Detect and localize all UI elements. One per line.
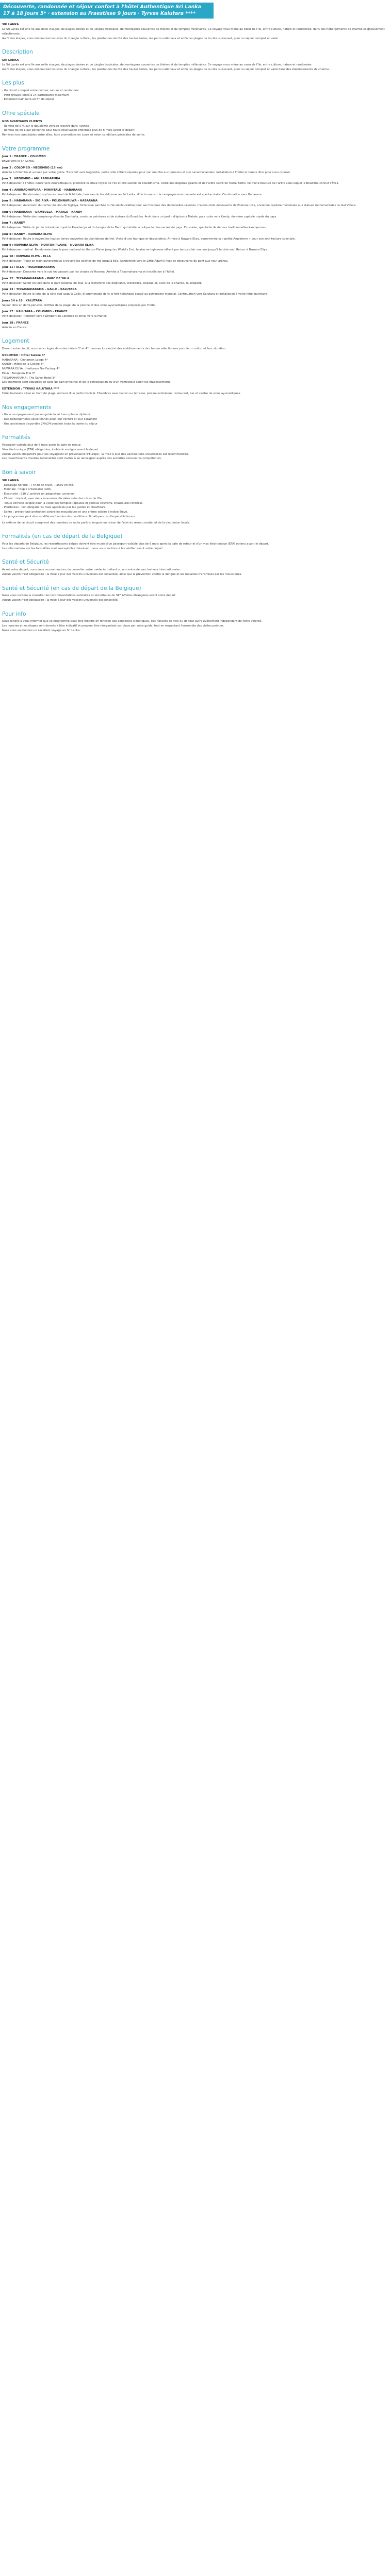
text-line: Petit-déjeuner. Route à travers les hautes terres couvertes de plantations de thé. Visite d'une fabrique et dégustation. Arrivée à Nuwara Eliya, surnommée la « petite Angleterre » pour son architecture coloniale. bbox=[2, 237, 296, 241]
section bbox=[2, 23, 389, 41]
section-title: Les plus bbox=[2, 80, 24, 87]
text-line: Petit-déjeuner. Trajet en train panoramique à travers les collines de thé jusqu'à Ella. Randonnée vers le Little Adam's Peak et découverte du pont aux neuf arches. bbox=[2, 259, 229, 263]
text-line: Aucun vaccin obligatoire pour les voyageurs en provenance d'Europe ; la mise à jour des vaccinations universelles est recommandée. bbox=[2, 452, 189, 456]
subheading: Jour 18 : FRANCE bbox=[2, 321, 29, 325]
text-line: - Décalage horaire : +4h30 en hiver, +3h30 en été. bbox=[2, 483, 74, 487]
section-title: Santé et Sécurité bbox=[2, 559, 49, 566]
text-line: Au fil des étapes, vous découvrirez les sites du triangle culturel, les plantations de thé des hautes terres, les parcs nationaux et enfin les plages de la côte sud-ouest, pour un séjour complet et varié dans des établissements de charme. bbox=[2, 67, 330, 71]
text-line: - Un circuit complet entre culture, nature et randonnée bbox=[2, 89, 79, 92]
section bbox=[2, 611, 389, 633]
text-line: ELLA : Bungalow Ella 3* bbox=[2, 371, 36, 375]
subheading: Jour 11 : ELLA – TISSAMAHARAMA bbox=[2, 266, 55, 269]
text-line: Aucun vaccin n'est obligatoire ; la mise à jour des vaccins universels est conseillée, ainsi que la prévention contre la dengue et les maladies transmises par les moustiques. bbox=[2, 572, 242, 576]
subheading: SRI LANKA bbox=[2, 479, 19, 482]
subheading: Jour 8 : KANDY – NUWARA ELIYA bbox=[2, 232, 52, 236]
text-line: Petit-déjeuner. Randonnée jusqu'au sommet de Mihintale, berceau du bouddhisme au Sri Lanka, d'où la vue sur la campagne environnante est spectaculaire. Continuation vers Habarana. bbox=[2, 193, 263, 196]
text-line: Petit-déjeuner. Visite du jardin botanique royal de Peradeniya et du temple de la Dent, qui abrite la relique la plus sacrée du pays. En soirée, spectacle de danses traditionnelles kandyennes. bbox=[2, 226, 267, 230]
section-title: Santé et Sécurité (en cas de départ de la Belgique) bbox=[2, 585, 141, 591]
subheading: Jour 1 : FRANCE – COLOMBO bbox=[2, 155, 46, 159]
text-line: - Tenue correcte exigée pour la visite des temples (épaules et genoux couverts, chaussures retirées). bbox=[2, 501, 143, 505]
text-line: Le Sri Lanka est une île aux mille visages, de plages dorées et de jungles tropicales, de montagnes couvertes de théiers et de temples millénaires. Ce voyage vous mène au cœur de l'île, entre culture, nature et randonnée. bbox=[2, 63, 313, 66]
text-line: - Petit groupe limité à 14 participants maximum bbox=[2, 93, 69, 97]
text-line: Remises non cumulables entre elles, hors promotions en cours et selon conditions générales de vente. bbox=[2, 133, 145, 137]
text-line: Durant votre circuit, vous serez logés dans des hôtels 3* et 4* (normes locales) et des établissements de charme sélectionnés pour leur confort et leur situation. bbox=[2, 347, 226, 351]
text-line: KANDY : Hôtel de la Colline 4* bbox=[2, 363, 44, 366]
text-line: Petit-déjeuner. Ascension du rocher du Lion de Sigiriya, forteresse perchée du Ve siècle célèbre pour ses fresques des demoiselles célestes. L'après-midi, découverte de Polonnaruwa, ancienne capitale médiévale aux statues monumentales du Gal Vihara. bbox=[2, 204, 357, 208]
text-line: Petit-déjeuner. Visite des temples-grottes de Dambulla, ornés de peintures et de statues du Bouddha. Arrêt dans un jardin d'épices à Matale, puis route vers Kandy, dernière capitale royale du pays. bbox=[2, 215, 278, 218]
subheading: Jours 14 à 16 : KALUTARA bbox=[2, 299, 42, 302]
text-line: Le rythme de ce circuit comprend des journées de route parfois longues en raison de l'état du réseau routier et de la circulation locale. bbox=[2, 521, 190, 524]
text-line: Petit-déjeuner. Transfert vers l'aéroport de Colombo et envol vers la France. bbox=[2, 315, 108, 318]
subheading: Jour 12 : TISSAMAHARAMA – PARC DE YALA bbox=[2, 277, 70, 280]
text-line: Hôtel balnéaire situé en bord de plage, entouré d'un jardin tropical. Chambres avec balcon ou terrasse, piscine extérieure, restaurant, bar et centre de soins ayurvédiques. bbox=[2, 392, 241, 395]
text-line: - Monnaie : roupie srilankaise (LKR). bbox=[2, 488, 53, 492]
subheading: NEGOMBO : Hôtel Suisse 4* bbox=[2, 353, 45, 357]
section bbox=[2, 80, 389, 102]
text-line: Visa électronique (ETA) obligatoire, à obtenir en ligne avant le départ. bbox=[2, 448, 100, 451]
text-line: Arrivée à Colombo et accueil par votre guide. Transfert vers Negombo, petite ville côtière réputée pour son marché aux poissons et son canal hollandais. Installation à l'hôtel et temps libre pour vous reposer. bbox=[2, 171, 291, 174]
section-title: Description bbox=[2, 49, 33, 56]
text-line: - Climat : tropical, avec deux moussons décalées selon les côtes de l'île. bbox=[2, 497, 103, 500]
section-title: Bon à savoir bbox=[2, 469, 36, 476]
section bbox=[2, 110, 389, 138]
text-line: - Des hébergements sélectionnés pour leur confort et leur caractère bbox=[2, 417, 97, 421]
text-line: Aucun vaccin n'est obligatoire ; la mise à jour des vaccins universels est conseillée. bbox=[2, 598, 119, 602]
section-title: Logement bbox=[2, 338, 29, 345]
section bbox=[2, 404, 389, 427]
text-line: - Remise de 50 € par personne pour toute réservation effectuée plus de 6 mois avant le départ bbox=[2, 129, 135, 132]
text-line: Arrivée en France. bbox=[2, 326, 28, 329]
section-title: Formalités bbox=[2, 434, 30, 441]
subheading: Jour 17 : KALUTARA – COLOMBO – FRANCE bbox=[2, 310, 68, 314]
section bbox=[2, 533, 389, 551]
text-line: - Le programme peut être modifié en fonction des conditions climatiques ou d'impératifs locaux. bbox=[2, 515, 137, 518]
subheading: Jour 2 : COLOMBO – NEGOMBO (15 km) bbox=[2, 166, 63, 170]
text-line: - Santé : prévoir une protection contre les moustiques et une crème solaire à indice élevé. bbox=[2, 511, 128, 514]
section-title: Formalités (en cas de départ de la Belgique) bbox=[2, 533, 123, 540]
text-line: Petit-déjeuner. Route le long de la côte sud jusqu'à Galle, et promenade dans le fort hollandais classé au patrimoine mondial. Continuation vers Kalutara et installation à votre hôtel balnéaire. bbox=[2, 293, 268, 296]
text-line: Passeport valable plus de 6 mois après la date de retour. bbox=[2, 444, 82, 447]
text-line: Au fil des étapes, vous découvrirez les sites du triangle culturel, les plantations de thé des hautes terres, les parcs nationaux et enfin les plages de la côte sud-ouest, pour un séjour complet et varié. bbox=[2, 37, 279, 40]
text-line: Pour les départs de Belgique, les ressortissants belges doivent être munis d'un passeport valable plus de 6 mois après la date de retour et d'un visa électronique (ETA) obtenu avant le départ. bbox=[2, 542, 269, 546]
subheading: NOS AVANTAGES CLIENTS bbox=[2, 120, 42, 123]
text-line: HABARANA : Cinnamon Lodge 4* bbox=[2, 358, 48, 362]
text-line: Les informations sur les formalités sont susceptibles d'évoluer : nous vous invitons à les vérifier avant votre départ. bbox=[2, 547, 164, 550]
text-line: - Une assistance disponible 24h/24 pendant toute la durée du séjour bbox=[2, 422, 98, 426]
text-line: Le Sri Lanka est une île aux mille visages, de plages dorées et de jungles tropicales, de montagnes couvertes de théiers et de temples millénaires. Ce voyage vous mène au cœur de l'île, entre culture, nature et randonnée, dans des hébergements de charme soigneusement sélectionnés. bbox=[2, 28, 386, 36]
text-line: Les horaires et les étapes sont donnés à titre indicatif et peuvent être réorganisés sur place par votre guide, tout en respectant l'ensemble des visites prévues. bbox=[2, 624, 225, 628]
text-line: Petit-déjeuner matinal. Randonnée dans le parc national de Horton Plains jusqu'au World's End, falaise vertigineuse offrant par temps clair une vue jusqu'à la côte sud. Retour à Nuwara Eliya. bbox=[2, 248, 268, 252]
page bbox=[0, 0, 391, 652]
section bbox=[2, 585, 389, 603]
subheading: Jour 5 : HABARANA – SIGIRIYA – POLONNARUWA – HABARANA bbox=[2, 199, 98, 203]
section bbox=[2, 338, 389, 396]
section-title: Pour info bbox=[2, 611, 26, 617]
text-line: NUWARA ELIYA : Heritance Tea Factory 4* bbox=[2, 367, 60, 371]
text-line: Nous vous invitons à consulter les recommandations sanitaires et sécuritaires du SPF Affaires étrangères avant votre départ. bbox=[2, 594, 176, 598]
text-line: Envol vers le Sri Lanka. bbox=[2, 160, 35, 163]
text-line: Nous vous souhaitons un excellent voyage au Sri Lanka. bbox=[2, 629, 80, 632]
subheading: Jour 6 : HABARANA – DAMBULLA – MATALE – KANDY bbox=[2, 210, 83, 214]
offer-title-banner: Découverte, randonnée et séjour confort à l'hôtel Authentique Sri Lanka 17 à 18 jours 5* · extension au Fraestisse 9 jours · Tyrvas Kalutara **** bbox=[0, 3, 214, 19]
sections-container bbox=[2, 23, 389, 633]
subheading: Jour 10 : NUWARA ELIYA – ELLA bbox=[2, 255, 51, 258]
section-title: Nos engagements bbox=[2, 404, 52, 411]
section bbox=[2, 434, 389, 461]
text-line: - Un accompagnement par un guide local francophone diplômé bbox=[2, 413, 90, 417]
text-line: Séjour libre en demi-pension. Profitez de la plage, de la piscine et des soins ayurvédiques proposés par l'hôtel. bbox=[2, 303, 157, 307]
text-line: - Remise de 5 % sur le deuxième voyage réservé dans l'année bbox=[2, 124, 89, 128]
subheading: SRI LANKA bbox=[2, 23, 19, 27]
section-title: Offre spéciale bbox=[2, 110, 40, 117]
subheading: Jour 9 : NUWARA ELIYA – HORTON PLAINS – NUWARA ELIYA bbox=[2, 244, 94, 247]
text-line: Petit-déjeuner. Descente vers le sud en passant par les chutes de Ravana. Arrivée à Tissamaharama et installation à l'hôtel. bbox=[2, 270, 175, 274]
subheading: Jour 4 : ANURADHAPURA – MIHINTALE – HABARANA bbox=[2, 188, 82, 192]
text-line: Petit-déjeuner. Safari en jeep dans le parc national de Yala, à la recherche des éléphants, crocodiles, oiseaux et, avec de la chance, du léopard. bbox=[2, 281, 202, 285]
text-line: - Extension balnéaire en fin de séjour bbox=[2, 98, 54, 101]
section bbox=[2, 559, 389, 577]
text-line: Les chambres sont équipées de salle de bain privative et de la climatisation ou d'un ventilateur selon les établissements. bbox=[2, 381, 171, 384]
subheading: EXTENSION : TYRVAS KALUTARA **** bbox=[2, 387, 59, 391]
text-line: Petit-déjeuner à l'hôtel. Route vers Anuradhapura, première capitale royale de l'île et cité sacrée du bouddhisme. Visite des dagobas géants et de l'arbre sacré Sri Maha Bodhi, né d'une bouture de l'arbre sous lequel le Bouddha connut l'Éveil. bbox=[2, 182, 339, 185]
section bbox=[2, 146, 389, 330]
subheading: SRI LANKA bbox=[2, 59, 19, 62]
text-line: Les ressortissants d'autres nationalités sont invités à se renseigner auprès des autorités consulaires compétentes. bbox=[2, 457, 162, 461]
subheading: Jour 3 : NEGOMBO – ANURADHAPURA bbox=[2, 177, 60, 181]
section-title: Votre programme bbox=[2, 145, 50, 152]
subheading: Jour 7 : KANDY bbox=[2, 222, 25, 225]
section bbox=[2, 49, 389, 72]
subheading: Jour 13 : TISSAMAHARAMA – GALLE – KALUTARA bbox=[2, 288, 77, 292]
text-line: - Pourboires : non obligatoires mais appréciés par les guides et chauffeurs. bbox=[2, 506, 106, 510]
text-line: Avant votre départ, nous vous recommandons de consulter votre médecin traitant ou un centre de vaccinations internationales. bbox=[2, 568, 181, 572]
text-line: TISSAMAHARAMA : The Safari Hotel 3* bbox=[2, 376, 56, 380]
text-line: Nous tenons à vous informer que ce programme peut être modifié en fonction des conditions climatiques, des horaires de vols ou de tout autre événement indépendant de notre volonté. bbox=[2, 620, 263, 623]
text-line: - Électricité : 230 V, prévoir un adaptateur universel. bbox=[2, 493, 76, 496]
section bbox=[2, 469, 389, 525]
